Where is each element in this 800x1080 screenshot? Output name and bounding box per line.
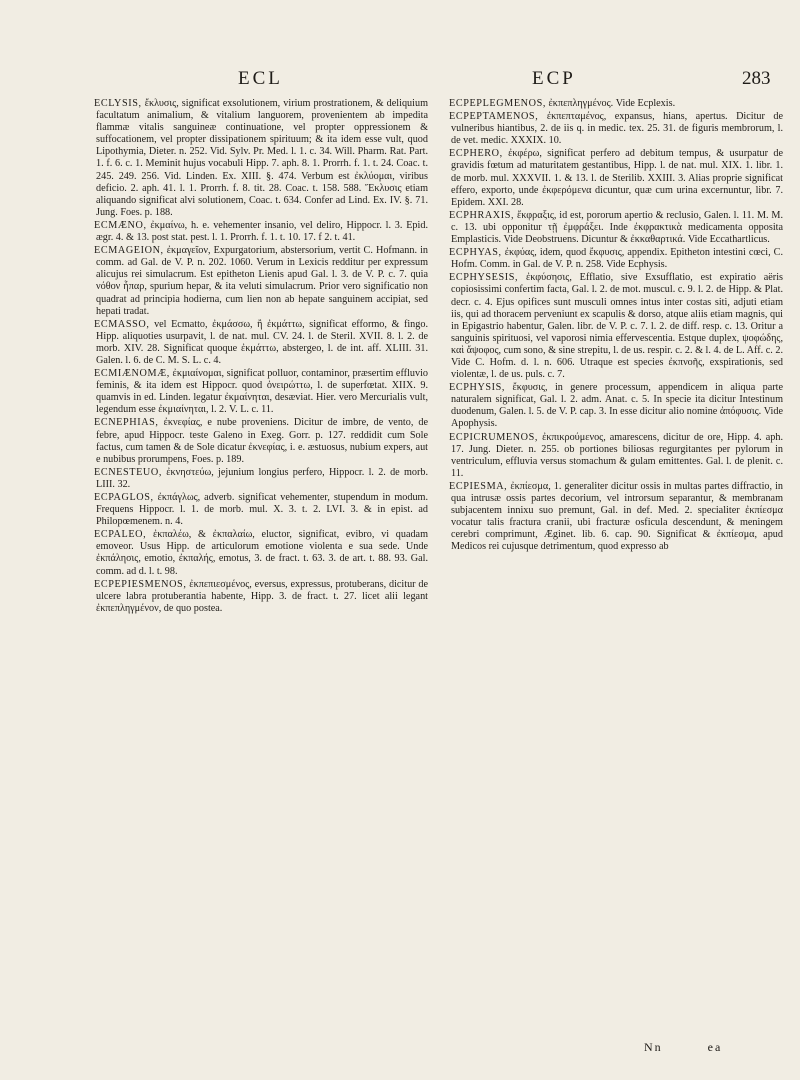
dictionary-entry <box>96 245 428 318</box>
page-footer <box>644 1040 722 1055</box>
entry-headword: ECPHYAS, <box>449 247 502 259</box>
entry-text: ἐκπεπληγμένος. Vide Ecplexis. <box>548 98 676 109</box>
dictionary-entry <box>96 98 428 219</box>
dictionary-entry <box>451 382 783 430</box>
entry-text: ἐκμιαίνομαι, significat polluor, contaminor, præsertim effluvio feminis, & ita idem est Hippocr. quod ὀνειρώττω, l. de superfœtat. XIIX. 9. quamvis in ed. Linden. legatur ἐκμαίνηται, desæviat. Hier. vero Mercurialis vult, legendum esse ἐκμιαίνηται, l. 2. V. L. c. 11. <box>96 368 428 416</box>
entry-headword: ECPHYSESIS, <box>449 272 519 284</box>
signature-mark: Nn <box>644 1040 663 1054</box>
entry-headword: ECPEPTAMENOS, <box>449 111 539 123</box>
entry-text: ἐκνεφίας, e nube proveniens. Dicitur de imbre, de vento, de febre, apud Hippocr. teste Galeno in Exeg. Gorr. p. 127. reddidit cum Sole factus, cum tamen & de Sole dicatur ἐκνεφίας, i. e. æstuosus, nubium expers, aut e nubibus prorumpens, Foes. p. 189. <box>96 417 428 465</box>
entry-headword: ECNEPHIAS, <box>94 417 159 429</box>
dictionary-entry <box>451 432 783 480</box>
entry-text: ἐκμαίνω, h. e. vehementer insanio, vel deliro, Hippocr. l. 3. Epid. ægr. 4. & 13. post stat. pest. l. 1. Prorrh. f. 1. t. 10. 17. f 2. t. 41. <box>96 219 428 244</box>
dictionary-entry <box>451 98 783 110</box>
entry-text: ἐκπεπταμένος, expansus, hians, apertus. Dicitur de vulneribus hiantibus, 2. de iis q. in medic. tex. 25. 31. de figuris membrorum, l. de vet. medic. XXXIX. 10. <box>451 111 784 147</box>
entry-text: ἔκλυσις, significat exsolutionem, virium prostrationem, & deliquium facultatum animalium, & vitalium languorem, provenientem ab impedita flammæ vitalis sanguineæ continuatione, vel propter oppressionem & suffocationem, vel propter dissipationem spirituum; & ita idem esse vult, quod Lipothymia, Dieter. n. 252. Vid. Sylv. Pr. Med. l. 1. c. 34. Will. Pharm. Rat. Part. 1. f. 6. c. 1. Meminit hujus vocabuli Hipp. 7. aph. 8. 1. Prorrh. f. 1. t. 24. Coac. t. 245. 249. 256. Vid. Linden. Ex. XIII. §. 474. Verbum est ἐκλύομαι, viribus deficio. 2. aph. 41. l. 1. Prorrh. f. 8. tit. 28. Coac. t. 158. 588. Ἔκλυσις etiam aliquando significat alvi solutionem, Coac. t. 634. Confer ad Lind. Ex. IV. §. 71. Jung. Foes. p. 188. <box>96 98 428 218</box>
entry-text: ἐκνηστεύω, jejunium longius perfero, Hippocr. l. 2. de morb. LIII. 32. <box>96 466 429 490</box>
entry-text: ἐκπίεσμα, 1. generaliter dicitur ossis in multas partes diffractio, in qua intrusæ ossis partes decorium, vel introrsum separantur, & membranam subjacentem innixu suo premunt, Gal. in def. Med. 2. specialiter ἐκπίεσμα vocatur talis fractura cranii, ubi fracturæ osficula descendunt, & meningem cerebri comprimunt, Æginet. lib. 6. cap. 90. Significat & ἐκπίεσμα, apud Medicos rei cujusque detrimentum, quod expresso ab <box>451 480 783 553</box>
entry-headword: ECMIÆNOMÆ, <box>94 368 170 380</box>
dictionary-entry <box>96 529 428 577</box>
entry-headword: ECPHRAXIS, <box>449 209 515 221</box>
entry-headword: ECPHYSIS, <box>449 382 506 394</box>
left-column <box>96 98 428 616</box>
entry-text: ἐκφύσησις, Efflatio, sive Exsufflatio, est expiratio aëris copiosissimi confertim facta, Gal. l. 2. de mot. muscul. c. 9. l. 2. de Hipp. & Plat. decr. c. 4. Ejus opifices sunt musculi omnes intus inter costas siti, adjuti etiam iis, qui ad thoracem perveniunt ex scapulis & dorso, atque aliis etiam magnis, qui in Epigastrio habentur, Galen. libr. de V. P. c. 7. l. 2. de diff. resp. c. 13. Oritur a sanguinis spirituosi, vel vaporosi nimia effervescentia. Estque duplex, ψοφώδης, καὶ ἄψοφος, cum sono, & sine strepitu, l. de us. respir. c. 2. & l. 4. de L. Aff. c. 2. Vide C. Hofm. d. l. n. 606. Utraque est species ἐκπνοῆς, exspirationis, sed violentæ, l. de us. puls. c. 7. <box>451 272 783 381</box>
dictionary-entry <box>451 481 783 554</box>
right-column <box>451 98 783 554</box>
entry-headword: ECLYSIS, <box>94 98 142 109</box>
entry-text: ἐκπικρούμενος, amarescens, dicitur de ore, Hipp. 4. aph. 17. Jung. Dieter. n. 255. ob portiones biliosas regurgitantes per pylorum in ventriculum, effluvia versus stomachum & gulam emittentes. Gal. l. de plenit. c. 11. <box>451 431 784 479</box>
running-head-right: ECP <box>532 68 576 89</box>
entry-headword: ECPHERO, <box>449 148 503 160</box>
entry-text: ἐκμαγεῖον, Expurgatorium, abstersorium, vertit C. Hofmann. in comm. ad Gal. de V. P. n. 202. 1060. Verum in Lexicis redditur per expressum alicujus rei simulacrum. Est epitheton Lienis apud Gal. l. 3. de V. P. c. 7. quia νόθον ἧπαρ, spurium hepar, & ita veluti simulacrum. Prior vero significatio non quadrat ad principia hodierna, cum lien non ab hepate sanguinem accipiat, sed hepati tradat. <box>96 245 428 317</box>
entry-text: ἔκφραξις, id est, pororum apertio & reclusio, Galen. l. 11. M. M. c. 13. ubi opponitur τῇ ἐμφράξει. Inde ἐκφρακτικὰ medicamenta opposita Emplasticis. Vide Deobstruens. Dicuntur & ἐκκαθαρτικά. Vide Eccathartlicus. <box>451 209 783 246</box>
entry-headword: ECMAGEION, <box>94 245 164 257</box>
catchword: ea <box>707 1040 723 1054</box>
entry-text: ἐκπεπιεσμένος, eversus, expressus, protuberans, dicitur de ulcere labra protuberantia habente, Hipp. 3. de fract. t. 27. licet alii legant ἐκπεπληγμένον, de quo postea. <box>96 578 428 614</box>
entry-text: ἐκπαλέω, & ἐκπαλαίω, eluctor, significat, evibro, vi quadam emoveor. Usus Hipp. de articulorum emotione violenta e sua sede. Unde ἐκπάλησις, emotio, ἐκπαλής, emotus, 3. de fract. t. 63. 3. de art. t. 88. 93. Gal. comm. ad d. l. t. 98. <box>96 529 429 577</box>
dictionary-entry <box>451 111 783 147</box>
page-number: 283 <box>742 68 771 89</box>
entry-headword: ECMÆNO, <box>94 219 147 231</box>
entry-text: ἔκφυσις, in genere processum, appendicem in aliqua parte naturalem significat, Gal. l. 2. adm. Anat. c. 5. In specie ita dicitur Intestinum duodenum, Galen. l. 5. de V. P. cap. 3. In esse dicitur alio nomine ἀπόφυσις. Vide Apophysis. <box>451 382 784 430</box>
dictionary-entry <box>96 467 428 491</box>
dictionary-entry <box>96 220 428 244</box>
entry-headword: ECPICRUMENOS, <box>449 431 539 443</box>
dictionary-entry <box>451 272 783 381</box>
dictionary-entry <box>96 417 428 465</box>
entry-headword: ECPEPIESMENOS, <box>94 578 187 590</box>
entry-headword: ECPALEO, <box>94 529 147 541</box>
dictionary-entry <box>451 148 783 208</box>
entry-headword: ECMASSO, <box>94 318 150 330</box>
dictionary-entry <box>96 579 428 615</box>
dictionary-entry <box>96 319 428 367</box>
entry-headword: ECPEPLEGMENOS, <box>449 98 546 109</box>
entry-headword: ECPAGLOS, <box>94 492 154 503</box>
dictionary-entry <box>96 368 428 416</box>
entry-text: ἐκφύας, idem, quod ἔκφυσις, appendix. Epitheton intestini cœci, C. Hofm. Comm. in Gal. de V. P. n. 258. Vide Ecphysis. <box>451 247 783 271</box>
dictionary-entry <box>451 210 783 246</box>
dictionary-entry <box>451 247 783 271</box>
dictionary-entry <box>96 492 428 528</box>
entry-text: ἐκφέρω, significat perfero ad debitum tempus, & usurpatur de gravidis fœtum ad maturitatem gestantibus, Hipp. l. de nat. mul. XIX. 1. libr. 1. de morb. mul. XXXVII. 1. & 13. l. de Sterilib. XXIII. 3. Alias proprie significat effero, exporto, unde ἐκφερόμενα dicuntur, quæ cum urina excernuntur, libr. 7. Epidem. XXI. 28. <box>451 148 783 208</box>
entry-headword: ECPIESMA, <box>449 480 508 492</box>
running-head <box>0 68 800 92</box>
entry-text: vel Ecmatto, ἐκμάσσω, ἢ ἐκμάττω, significat efformo, & fingo. Hipp. aliquoties usurpavit, l. de nat. mul. CV. 24. l. de Steril. XVII. 8. l. 2. de morb. XIV. 28. Significat quoque ἐκμάττω, abstergeo, l. de int. aff. XLIII. 31. Galen. l. 6. de C. M. S. L. c. 4. <box>96 318 429 366</box>
entry-headword: ECNESTEUO, <box>94 466 162 478</box>
running-head-left: ECL <box>238 68 283 89</box>
entry-text: ἐκπάγλως, adverb. significat vehementer, stupendum in modum. Frequens Hippocr. l. 1. de morb. mul. X. 3. t. 2. LVI. 3. & in epist. ad Philopœmenem. n. 4. <box>96 492 429 528</box>
